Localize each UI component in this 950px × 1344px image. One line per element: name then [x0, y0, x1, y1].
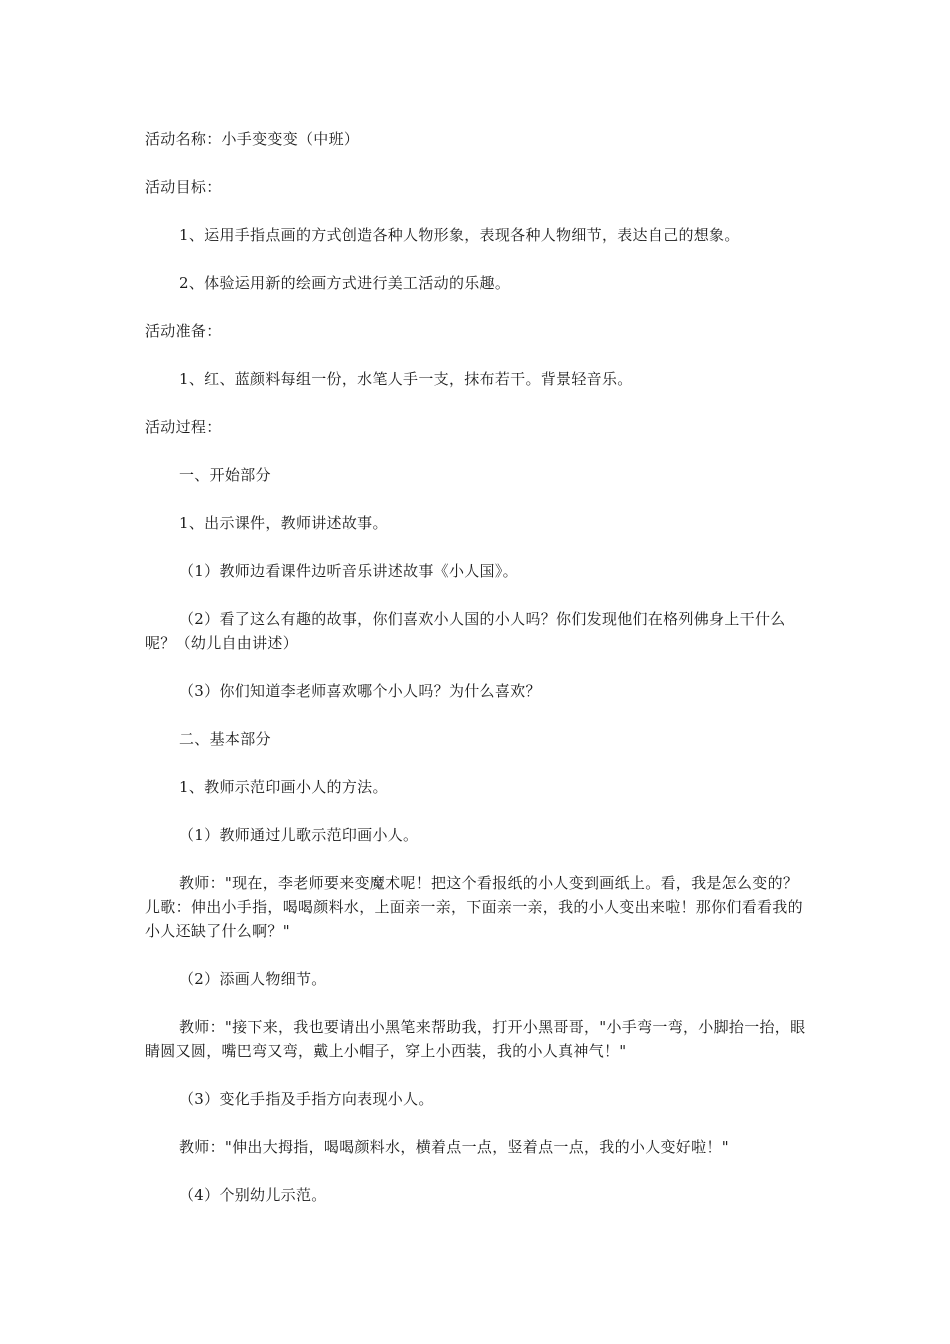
heading-goals: 活动目标： — [145, 178, 222, 196]
teacher-speech-1: 教师："现在，李老师要来变魔术呢！把这个看报纸的小人变到画纸上。看，我是怎么变的？儿歌：伸出小手指，喝喝颜料水，上面亲一亲，下面亲一亲，我的小人变出来啦！那你们看看我的小人还缺了什么啊？" — [145, 874, 803, 940]
document-body — [145, 127, 810, 1231]
heading-preparation: 活动准备： — [145, 322, 222, 340]
basic-step-1: 1、教师示范印画小人的方法。 — [179, 778, 388, 796]
teacher-speech-3: 教师："伸出大拇指，喝喝颜料水，横着点一点，竖着点一点，我的小人变好啦！" — [179, 1138, 729, 1156]
teacher-speech-2: 教师："接下来，我也要请出小黑笔来帮助我，打开小黑哥哥，"小手弯一弯，小脚抬一抬，眼睛圆又圆，嘴巴弯又弯，戴上小帽子，穿上小西装，我的小人真神气！" — [145, 1018, 806, 1060]
start-substep-3: （3）你们知道李老师喜欢哪个小人吗？为什么喜欢？ — [179, 682, 541, 700]
activity-name: 活动名称：小手变变变（中班） — [145, 130, 360, 148]
goal-item-2: 2、体验运用新的绘画方式进行美工活动的乐趣。 — [179, 274, 511, 292]
basic-substep-1: （1）教师通过儿歌示范印画小人。 — [179, 826, 419, 844]
preparation-item-1: 1、红、蓝颜料每组一份，水笔人手一支，抹布若干。背景轻音乐。 — [179, 370, 633, 388]
section-basic: 二、基本部分 — [179, 730, 271, 748]
start-step-1: 1、出示课件，教师讲述故事。 — [179, 514, 388, 532]
heading-process: 活动过程： — [145, 418, 222, 436]
basic-substep-2: （2）添画人物细节。 — [179, 970, 327, 988]
basic-substep-4: （4）个别幼儿示范。 — [179, 1186, 327, 1204]
start-substep-1: （1）教师边看课件边听音乐讲述故事《小人国》。 — [179, 562, 518, 580]
section-start: 一、开始部分 — [179, 466, 271, 484]
basic-substep-3: （3）变化手指及手指方向表现小人。 — [179, 1090, 434, 1108]
start-substep-2: （2）看了这么有趣的故事，你们喜欢小人国的小人吗？你们发现他们在格列佛身上干什么呢？（幼儿自由讲述） — [145, 610, 786, 652]
goal-item-1: 1、运用手指点画的方式创造各种人物形象，表现各种人物细节，表达自己的想象。 — [179, 226, 740, 244]
